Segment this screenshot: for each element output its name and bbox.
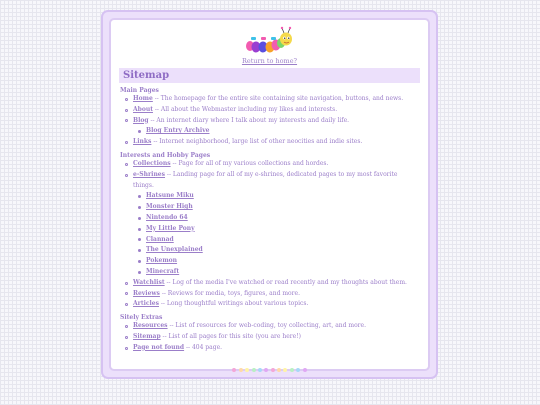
bullet-icon — [125, 292, 128, 295]
page-link[interactable]: Nintendo 64 — [146, 213, 188, 221]
content-panel — [109, 18, 430, 371]
page-link[interactable]: Watchlist — [133, 278, 165, 286]
list-item — [119, 278, 420, 289]
return-home-link[interactable]: Return to home? — [241, 57, 298, 65]
bullet-icon — [125, 303, 128, 306]
page-link[interactable]: Blog Entry Archive — [146, 127, 210, 135]
bullet-icon — [125, 282, 128, 285]
page-link[interactable]: Clannad — [146, 235, 174, 243]
page-link[interactable]: Hatsune Miku — [146, 192, 194, 200]
bullet-icon — [125, 163, 128, 166]
page-link[interactable]: e-Shrines — [133, 170, 166, 178]
bullet-icon — [138, 195, 141, 198]
sub-list-item — [119, 126, 420, 137]
divider-dot-icon — [271, 368, 275, 372]
section-list — [119, 159, 420, 310]
page-frame — [101, 10, 438, 379]
divider-dot-icon — [296, 368, 300, 372]
list-item — [119, 332, 420, 343]
divider-dot-icon — [277, 368, 281, 372]
bullet-icon — [125, 325, 128, 328]
bullet-icon — [125, 174, 128, 177]
bullet-icon — [138, 206, 141, 209]
page-link[interactable]: Links — [133, 138, 152, 146]
sub-list-item — [119, 245, 420, 256]
page-link[interactable]: About — [133, 105, 153, 113]
divider-dot-icon — [232, 368, 236, 372]
page-link[interactable]: Articles — [133, 300, 159, 308]
page-description: -- List of all pages for this site (you are here!) — [160, 332, 301, 340]
divider-dot-icon — [264, 368, 268, 372]
page-description: -- Landing page for all of my e-shrines, dedicated pages to my most favorite things. — [133, 170, 398, 189]
list-item — [119, 289, 420, 300]
page-link[interactable]: Pokemon — [146, 257, 178, 265]
sub-list-item — [119, 202, 420, 213]
page-description: -- 404 page. — [184, 343, 223, 351]
page-description: -- An internet diary where I talk about my interests and daily life. — [148, 116, 350, 124]
list-item — [119, 105, 420, 116]
page-description: -- List of resources for web-coding, toy collecting, art, and more. — [167, 322, 367, 330]
page-link[interactable]: My Little Pony — [146, 224, 195, 232]
page-description: -- The homepage for the entire site containing site navigation, buttons, and news. — [152, 95, 404, 102]
list-item — [119, 321, 420, 332]
bullet-icon — [125, 141, 128, 144]
bullet-icon — [138, 271, 141, 274]
list-item — [119, 343, 420, 354]
page-description: -- All about the Webmaster including my likes and interests. — [153, 105, 338, 113]
page-link[interactable]: Reviews — [133, 289, 160, 297]
page-link[interactable]: The Unexplained — [146, 246, 203, 254]
page-description: -- Long thoughtful writings about various topics. — [159, 300, 309, 308]
page-link[interactable]: Monster High — [146, 203, 193, 211]
bullet-icon — [125, 336, 128, 339]
page-description: -- Log of the media I've watched or read recently and my thoughts about them. — [164, 278, 407, 286]
section-heading: Interests and Hobby Pages — [120, 151, 211, 159]
sitemap-sections — [119, 87, 420, 354]
list-item — [119, 116, 420, 127]
divider-dots — [119, 357, 420, 363]
divider-dot-icon — [283, 368, 287, 372]
sub-list-item — [119, 256, 420, 267]
sub-list-item — [119, 213, 420, 224]
sub-list-item — [119, 235, 420, 246]
page-link[interactable]: Home — [133, 95, 153, 102]
bullet-icon — [138, 130, 141, 133]
list-item — [119, 299, 420, 310]
bullet-icon — [138, 228, 141, 231]
bullet-icon — [125, 109, 128, 112]
divider-dot-icon — [239, 368, 243, 372]
page-link[interactable]: Resources — [133, 322, 168, 330]
list-item — [119, 159, 420, 170]
sub-list-item — [119, 267, 420, 278]
worm-mascot-logo-icon[interactable] — [244, 26, 296, 56]
section-list — [119, 94, 420, 148]
divider-dot-icon — [258, 368, 262, 372]
page-link[interactable]: Minecraft — [146, 267, 180, 275]
bullet-icon — [138, 249, 141, 252]
sub-list-item — [119, 191, 420, 202]
divider-dot-icon — [245, 368, 249, 372]
divider-dot-icon — [252, 368, 256, 372]
page-description: -- Page for all of my various collections and hordes. — [170, 159, 329, 167]
page-description: -- Internet neighborhood, large list of other neocities and indie sites. — [151, 138, 363, 146]
list-item — [119, 137, 420, 148]
bullet-icon — [138, 217, 141, 220]
bullet-icon — [138, 260, 141, 263]
page-link[interactable]: Collections — [133, 159, 171, 167]
bullet-icon — [138, 238, 141, 241]
page-link[interactable]: Blog — [133, 116, 149, 124]
divider-dot-icon — [303, 368, 307, 372]
section-heading: Sitely Extras — [120, 314, 163, 322]
section-heading: Main Pages — [120, 87, 159, 94]
sitemap-title: Sitemap — [119, 68, 420, 83]
bullet-icon — [125, 119, 128, 122]
list-item — [119, 94, 420, 105]
bullet-icon — [125, 98, 128, 101]
page-description: -- Reviews for media, toys, figures, and more. — [159, 289, 300, 297]
section-list — [119, 321, 420, 353]
page-link[interactable]: Sitemap — [133, 332, 161, 340]
bullet-icon — [125, 347, 128, 350]
list-item — [119, 170, 420, 192]
page-link[interactable]: Page not found — [133, 343, 185, 351]
divider-dot-icon — [290, 368, 294, 372]
sub-list-item — [119, 224, 420, 235]
